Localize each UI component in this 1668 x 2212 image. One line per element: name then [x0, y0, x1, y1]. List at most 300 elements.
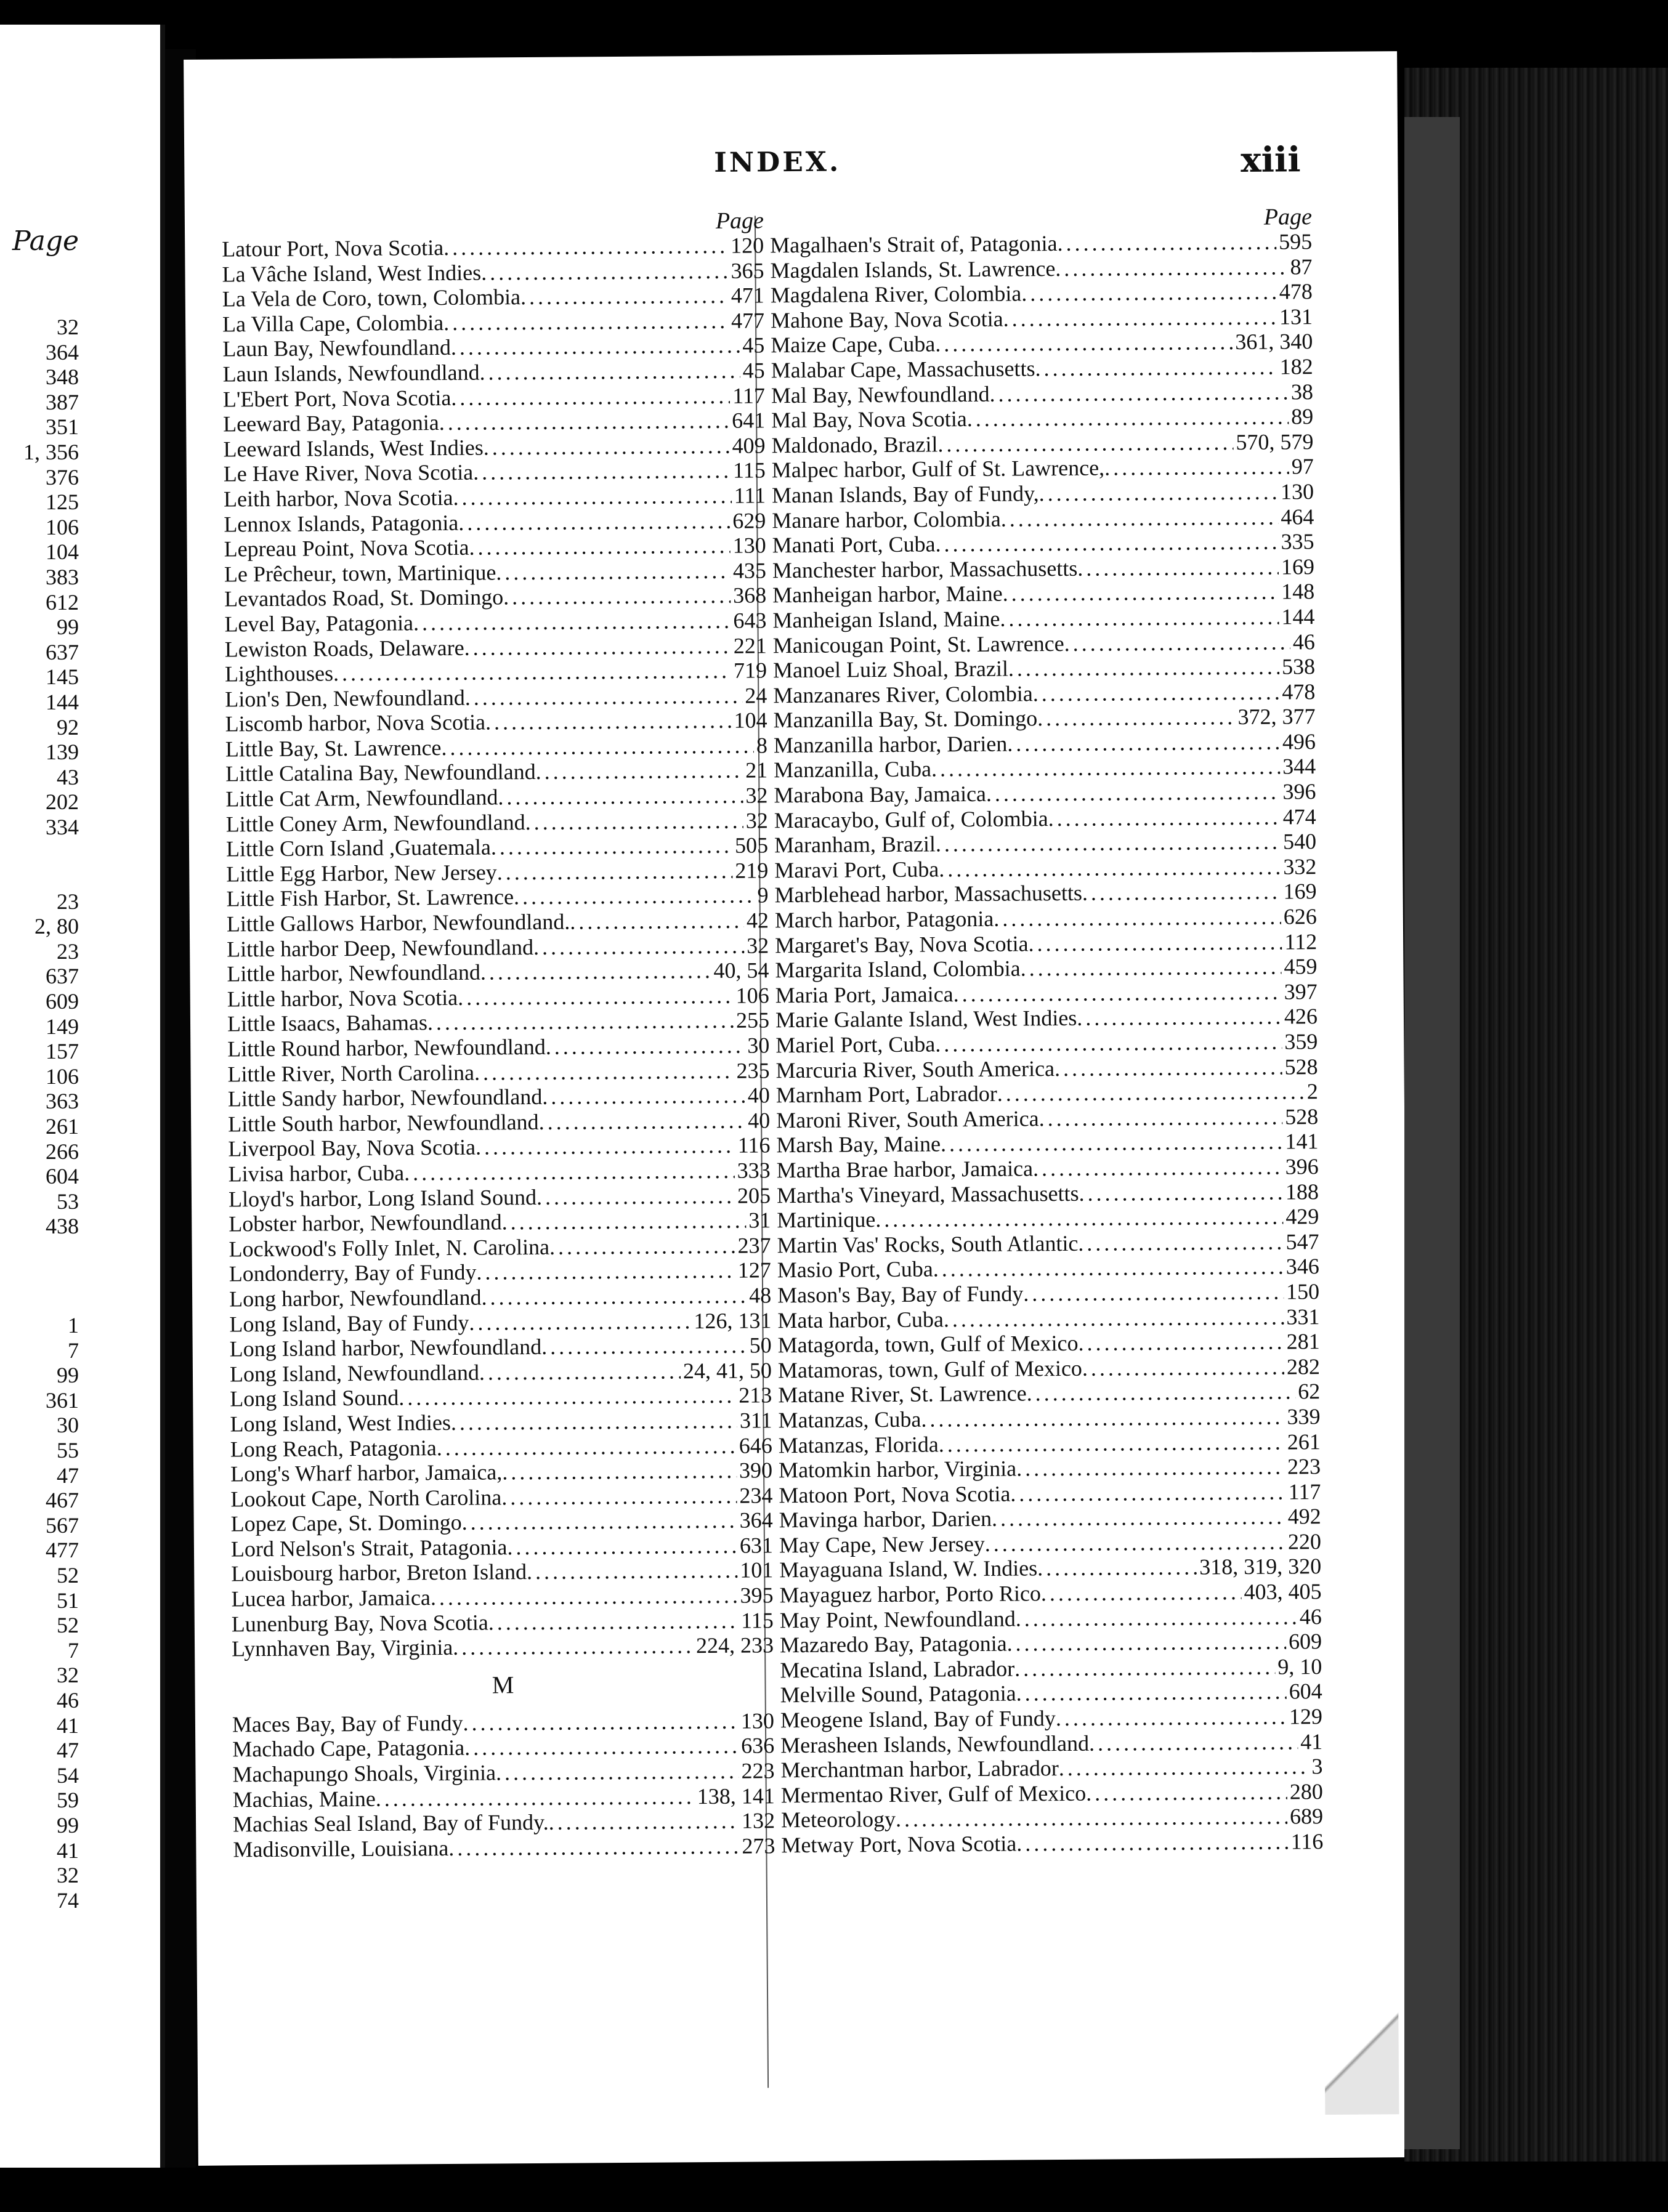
leader-dots	[443, 233, 728, 260]
index-entry	[232, 1708, 774, 1737]
entry-place: Little Coney Arm, Newfoundland	[225, 809, 525, 837]
previous-page-number: 55	[57, 1438, 79, 1463]
entry-page: 464	[1281, 504, 1314, 530]
entry-page: 478	[1282, 679, 1316, 704]
entry-page: 213	[739, 1383, 772, 1408]
index-entry	[772, 504, 1314, 533]
index-entry	[225, 783, 767, 812]
index-entry	[229, 1208, 771, 1237]
leader-dots	[1021, 955, 1282, 982]
index-entry	[225, 733, 767, 762]
index-entry	[777, 1279, 1319, 1308]
entry-place: Martinique	[777, 1207, 876, 1233]
entry-page: 30	[747, 1033, 770, 1058]
leader-dots	[404, 1158, 735, 1185]
index-entry	[775, 1054, 1318, 1083]
index-entry	[227, 908, 769, 937]
entry-page: 48	[748, 1283, 772, 1308]
index-entry	[774, 779, 1316, 808]
entry-place: Manheigan harbor, Maine	[772, 581, 1003, 608]
entry-page: 45	[742, 333, 765, 358]
index-entry	[776, 1129, 1318, 1158]
entry-place: Mariel Port, Cuba	[775, 1031, 936, 1058]
index-entry	[781, 1829, 1323, 1858]
index-entry	[780, 1704, 1322, 1733]
entry-page: 50	[749, 1333, 772, 1358]
entry-place: Little harbor, Nova Scotia	[227, 985, 458, 1012]
leader-dots	[491, 833, 732, 860]
leader-dots	[453, 483, 731, 511]
index-entry	[227, 1058, 769, 1087]
leader-dots	[1016, 1679, 1286, 1706]
entry-place: Long Island, West Indies	[230, 1410, 451, 1437]
previous-page-number: 145	[46, 664, 79, 690]
entry-page: 32	[745, 807, 768, 833]
entry-place: Magdalena River, Colombia	[770, 281, 1022, 308]
entry-place: Merasheen Islands, Newfoundland	[780, 1730, 1090, 1758]
index-entry	[225, 658, 767, 687]
leader-dots	[953, 979, 1281, 1006]
leader-dots	[1008, 655, 1279, 682]
leader-dots	[541, 1333, 747, 1360]
entry-place: Matoon Port, Nova Scotia	[779, 1481, 1011, 1508]
leader-dots	[1001, 504, 1279, 531]
index-entry	[222, 233, 764, 262]
index-entry	[231, 1508, 773, 1537]
leader-dots	[498, 783, 743, 810]
previous-page-number: 202	[46, 789, 79, 815]
index-entry	[225, 633, 767, 662]
index-entry	[773, 629, 1315, 658]
leader-dots	[1033, 679, 1280, 706]
leader-dots	[488, 1608, 739, 1634]
leader-dots	[503, 583, 731, 610]
entry-page: 169	[1281, 554, 1315, 579]
index-entry	[776, 1079, 1318, 1108]
entry-place: Lookout Cape, North Carolina	[230, 1485, 502, 1512]
index-entry	[777, 1179, 1319, 1208]
leader-dots	[399, 1383, 736, 1410]
leader-dots	[1089, 1729, 1298, 1756]
index-entry	[779, 1504, 1321, 1533]
entry-page: 595	[1279, 229, 1313, 254]
entry-page: 332	[1283, 854, 1317, 879]
entry-place: Marabona Bay, Jamaica	[774, 781, 987, 808]
entry-place: Laun Islands, Newfoundland	[222, 360, 480, 387]
entry-place: Le Have River, Nova Scotia	[223, 459, 474, 486]
index-entry	[772, 479, 1314, 508]
entry-place: Manan Islands, Bay of Fundy,	[771, 481, 1039, 508]
index-entry	[777, 1229, 1319, 1258]
entry-page: 492	[1287, 1504, 1321, 1529]
index-entry	[228, 1133, 770, 1162]
index-entry	[232, 1633, 774, 1662]
entry-page: 359	[1284, 1029, 1318, 1054]
previous-page	[0, 25, 165, 2168]
leader-dots	[464, 633, 731, 660]
entry-page: 116	[737, 1132, 771, 1158]
leader-dots	[437, 1433, 737, 1460]
entry-page: 496	[1282, 729, 1316, 754]
previous-page-number: 52	[57, 1563, 79, 1588]
index-entry	[774, 754, 1316, 783]
index-entry	[231, 1583, 773, 1612]
entry-page: 112	[1284, 929, 1318, 955]
leader-dots	[1016, 1829, 1289, 1856]
leader-dots	[476, 1133, 735, 1160]
entry-place: Matane River, St. Lawrence	[778, 1381, 1027, 1408]
entry-page: 346	[1285, 1254, 1319, 1279]
entry-place: Margarita Island, Colombia	[775, 956, 1021, 983]
entry-place: Lobster harbor, Newfoundland	[229, 1209, 502, 1237]
previous-page-number: 364	[46, 339, 79, 365]
entry-place: Long Island, Bay of Fundy	[229, 1310, 469, 1336]
entry-page: 426	[1284, 1004, 1318, 1029]
entry-place: Level Bay, Patagonia	[224, 610, 414, 637]
index-entry	[773, 704, 1315, 733]
entry-page: 117	[1288, 1479, 1321, 1504]
entry-page: 403, 405	[1244, 1579, 1322, 1605]
entry-page: 540	[1282, 829, 1317, 854]
index-entry	[223, 408, 765, 437]
entry-page: 220	[1287, 1528, 1322, 1554]
entry-page: 223	[741, 1758, 775, 1783]
leader-dots	[333, 658, 731, 686]
entry-page: 24, 41, 50	[682, 1358, 772, 1384]
index-entry	[778, 1404, 1320, 1433]
leader-dots	[431, 1583, 738, 1610]
entry-place: Melville Sound, Patagonia	[780, 1681, 1016, 1708]
previous-page-number: 383	[46, 565, 79, 589]
entry-page: 3	[1311, 1754, 1323, 1779]
entry-page: 629	[732, 507, 766, 533]
entry-page: 636	[741, 1733, 775, 1759]
index-entry	[233, 1783, 775, 1812]
entry-place: Mayaguez harbor, Porto Rico	[779, 1581, 1042, 1608]
index-entry	[227, 1008, 769, 1037]
entry-place: Magalhaen's Strait of, Patagonia	[770, 231, 1058, 258]
entry-page: 235	[736, 1057, 770, 1083]
previous-page-number: 376	[46, 464, 79, 490]
entry-page: 390	[739, 1458, 773, 1483]
entry-place: Matamoras, town, Gulf of Mexico	[777, 1355, 1082, 1383]
index-entry	[230, 1358, 772, 1387]
entry-place: Maces Bay, Bay of Fundy	[232, 1710, 463, 1737]
leader-dots	[1038, 1104, 1282, 1131]
entry-place: Liscomb harbor, Nova Scotia	[225, 709, 486, 737]
leader-dots	[1057, 230, 1276, 256]
entry-page: 361, 340	[1235, 329, 1313, 355]
leader-dots	[527, 1558, 737, 1584]
previous-page-number: 99	[57, 615, 79, 640]
entry-place: Malpec harbor, Gulf of St. Lawrence,	[771, 455, 1105, 483]
entry-page: 138, 141	[697, 1783, 775, 1809]
leader-dots	[1059, 1754, 1310, 1780]
index-entry	[773, 654, 1315, 683]
index-entry	[775, 1004, 1318, 1033]
previous-page-number: 23	[57, 889, 79, 914]
index-entry	[772, 579, 1314, 608]
index-entry	[228, 1083, 770, 1112]
index-entry	[777, 1204, 1319, 1233]
leader-dots	[935, 530, 1278, 557]
index-entry	[222, 258, 764, 287]
leader-dots	[469, 533, 730, 560]
index-entry	[227, 933, 769, 962]
leader-dots	[501, 1483, 737, 1509]
leader-dots	[1016, 1455, 1285, 1482]
entry-place: Le Prêcheur, town, Martinique	[224, 560, 496, 587]
index-entry	[230, 1483, 772, 1512]
leader-dots	[469, 1309, 691, 1335]
index-entry	[230, 1408, 772, 1437]
index-entry	[770, 229, 1312, 258]
entry-page: 24	[745, 683, 767, 708]
index-entry	[232, 1758, 774, 1787]
entry-page: 409	[732, 433, 766, 458]
entry-page: 471	[731, 283, 764, 308]
entry-place: Manzanares River, Colombia	[773, 681, 1033, 708]
entry-place: Marsh Bay, Maine	[776, 1131, 941, 1158]
previous-page-number: 467	[46, 1488, 79, 1513]
index-entry	[225, 683, 767, 712]
entry-place: Lighthouses	[224, 661, 334, 687]
entry-place: La Vela de Coro, town, Colombia	[222, 285, 521, 312]
index-entry	[772, 604, 1314, 633]
leader-dots	[458, 983, 734, 1011]
entry-page: 132	[741, 1808, 775, 1833]
previous-page-number: 47	[57, 1463, 79, 1488]
entry-page: 331	[1286, 1304, 1320, 1330]
index-entry	[770, 254, 1312, 283]
entry-place: Maranham, Brazil	[774, 831, 936, 858]
previous-page-number: 612	[46, 589, 79, 615]
entry-page: 395	[740, 1583, 774, 1608]
index-entry	[233, 1833, 775, 1862]
entry-place: Mal Bay, Newfoundland	[771, 381, 990, 408]
entry-page: 32	[747, 932, 769, 958]
previous-page-number: 47	[57, 1738, 79, 1763]
entry-page: 40	[747, 1108, 771, 1133]
column-heading: Page	[715, 208, 764, 234]
entry-page: 396	[1282, 779, 1316, 804]
entry-place: Long Reach, Patagonia	[230, 1435, 437, 1461]
previous-page-number: 125	[46, 490, 79, 515]
previous-page-number: 477	[46, 1538, 79, 1563]
entry-place: Machias Seal Island, Bay of Fundy.	[232, 1810, 549, 1837]
leader-dots	[944, 1304, 1284, 1331]
entry-place: L'Ebert Port, Nova Scotia	[222, 385, 451, 412]
leader-dots	[533, 933, 744, 959]
leader-dots	[1027, 1379, 1296, 1407]
entry-page: 62	[1298, 1379, 1321, 1404]
entry-place: Mahone Bay, Nova Scotia	[770, 306, 1003, 333]
index-entry	[774, 879, 1316, 908]
entry-page: 528	[1284, 1054, 1318, 1080]
leader-dots	[473, 458, 731, 485]
index-column-left	[222, 208, 775, 1862]
entry-place: Machado Cape, Patagonia	[232, 1735, 465, 1762]
leader-dots	[1104, 454, 1289, 481]
leader-dots	[485, 708, 732, 735]
entry-page: 223	[1287, 1454, 1321, 1479]
entry-page: 130	[1280, 479, 1314, 504]
previous-page-number: 149	[46, 1014, 79, 1039]
index-entry	[771, 279, 1313, 308]
leader-dots	[985, 1529, 1285, 1556]
leader-dots	[1006, 1629, 1286, 1657]
entry-page: 397	[1284, 979, 1318, 1004]
entry-page: 224, 233	[695, 1633, 774, 1658]
entry-place: Maroni River, South America	[775, 1106, 1039, 1133]
entry-place: Matanzas, Florida	[778, 1431, 939, 1458]
leader-dots	[992, 1504, 1285, 1532]
entry-place: Little Catalina Bay, Newfoundland	[225, 759, 536, 786]
leader-dots	[439, 408, 730, 435]
previous-page-number: 99	[57, 1363, 79, 1388]
entry-place: Little harbor Deep, Newfoundland	[227, 934, 534, 962]
previous-page-number: 104	[46, 539, 79, 565]
leader-dots	[1000, 604, 1279, 631]
entry-place: Maravi Port, Cuba	[774, 857, 939, 883]
entry-place: Meogene Island, Bay of Fundy	[780, 1706, 1056, 1733]
previous-page-number: 157	[46, 1039, 79, 1064]
entry-place: Margaret's Bay, Nova Scotia	[775, 931, 1029, 958]
index-entry	[222, 308, 764, 337]
previous-page-number: 32	[57, 315, 79, 339]
entry-page: 318, 319, 320	[1199, 1554, 1322, 1580]
leader-dots	[474, 1058, 734, 1085]
entry-place: Levantados Road, St. Domingo	[224, 584, 504, 612]
index-entry	[230, 1383, 772, 1412]
entry-place: Marblehead harbor, Massachusetts	[774, 881, 1083, 908]
leader-dots	[514, 883, 755, 910]
index-entry	[773, 679, 1315, 708]
leader-dots	[935, 1030, 1282, 1057]
index-entry	[775, 954, 1317, 983]
leader-dots	[451, 1408, 737, 1435]
leader-dots	[1021, 280, 1277, 306]
index-entry	[777, 1304, 1319, 1333]
index-entry	[777, 1154, 1319, 1183]
index-entry	[778, 1329, 1320, 1358]
entry-page: 117	[732, 382, 766, 408]
entry-page: 150	[1285, 1279, 1320, 1304]
entry-page: 31	[748, 1208, 771, 1233]
index-entry	[228, 1108, 770, 1137]
entry-place: Long Island, Newfoundland	[229, 1360, 480, 1387]
leader-dots	[525, 808, 743, 834]
previous-page-number: 567	[46, 1512, 79, 1538]
index-entry	[779, 1479, 1321, 1508]
index-entry	[229, 1308, 771, 1337]
entry-page: 372, 377	[1237, 704, 1316, 730]
entry-place: Manicougan Point, St. Lawrence	[772, 631, 1064, 658]
entry-place: Latour Port, Nova Scotia	[222, 235, 444, 262]
entry-place: Lunenburg Bay, Nova Scotia	[231, 1610, 488, 1637]
index-entry	[223, 433, 765, 462]
index-entry	[776, 1104, 1318, 1133]
index-entry	[224, 483, 766, 512]
leader-dots	[939, 1429, 1285, 1457]
entry-place: Lynnhaven Bay, Virginia	[231, 1635, 453, 1661]
leader-dots	[1037, 704, 1236, 731]
entry-page: 339	[1287, 1403, 1321, 1429]
index-entry	[224, 558, 766, 587]
entry-page: 104	[734, 708, 767, 733]
previous-page-number: 7	[68, 1338, 79, 1363]
previous-page-number: 99	[57, 1813, 79, 1838]
entry-page: 547	[1285, 1229, 1319, 1254]
index-entry	[774, 729, 1316, 758]
entry-page: 188	[1285, 1179, 1319, 1205]
entry-page: 570, 579	[1236, 429, 1314, 454]
previous-page-number: 52	[57, 1613, 79, 1638]
entry-place: Maize Cape, Cuba	[771, 331, 936, 358]
entry-page: 396	[1285, 1154, 1319, 1179]
entry-place: Martha Brae harbor, Jamaica	[776, 1156, 1034, 1183]
entry-page: 87	[1290, 254, 1313, 279]
previous-page-number: 637	[46, 639, 79, 664]
folded-corner	[1324, 1991, 1399, 2115]
entry-page: 45	[742, 358, 765, 383]
previous-page-number: 351	[46, 414, 79, 440]
index-entry	[774, 854, 1316, 883]
index-entry	[771, 354, 1313, 383]
entry-page: 46	[1292, 629, 1315, 654]
entry-page: 131	[1279, 304, 1313, 329]
leader-dots	[967, 405, 1289, 432]
leader-dots	[1055, 254, 1287, 281]
index-entry	[772, 554, 1314, 583]
index-entry	[224, 458, 766, 487]
entry-place: Maracaybo, Gulf of, Colombia	[774, 805, 1048, 833]
previous-page-number: 59	[57, 1788, 79, 1813]
leader-dots	[465, 683, 743, 710]
entry-page: 643	[733, 608, 767, 633]
leader-dots	[463, 1709, 739, 1736]
entry-page: 130	[732, 533, 766, 558]
entry-page: 111	[734, 483, 766, 508]
index-entry	[224, 608, 766, 637]
entry-page: 46	[1299, 1604, 1322, 1629]
entry-place: March harbor, Patagonia	[774, 906, 994, 933]
entry-page: 631	[739, 1533, 774, 1558]
entry-place: Little River, North Carolina	[227, 1060, 475, 1087]
entry-page: 237	[737, 1233, 771, 1258]
index-entry	[227, 958, 769, 987]
leader-dots	[536, 758, 743, 785]
entry-place: Little Sandy harbor, Newfoundland	[227, 1084, 543, 1112]
entry-place: Liverpool Bay, Nova Scotia	[228, 1135, 476, 1161]
entry-page: 127	[737, 1257, 771, 1283]
index-entry	[231, 1558, 773, 1587]
entry-page: 221	[733, 632, 767, 658]
section-letter: M	[492, 1671, 514, 1699]
previous-page-number: 32	[57, 1863, 79, 1888]
previous-page-number: 363	[46, 1089, 79, 1114]
entry-place: Mazaredo Bay, Patagonia	[779, 1631, 1007, 1658]
index-page	[184, 51, 1412, 2166]
leader-dots	[1023, 1279, 1284, 1306]
index-entry	[774, 829, 1316, 858]
entry-list-m	[232, 1708, 775, 1862]
entry-place: Little Isaacs, Bahamas	[227, 1010, 428, 1036]
entry-page: 38	[1290, 379, 1314, 404]
index-entry	[223, 383, 765, 412]
entry-place: Leith harbor, Nova Scotia	[223, 485, 453, 512]
entry-page: 311	[739, 1408, 772, 1433]
